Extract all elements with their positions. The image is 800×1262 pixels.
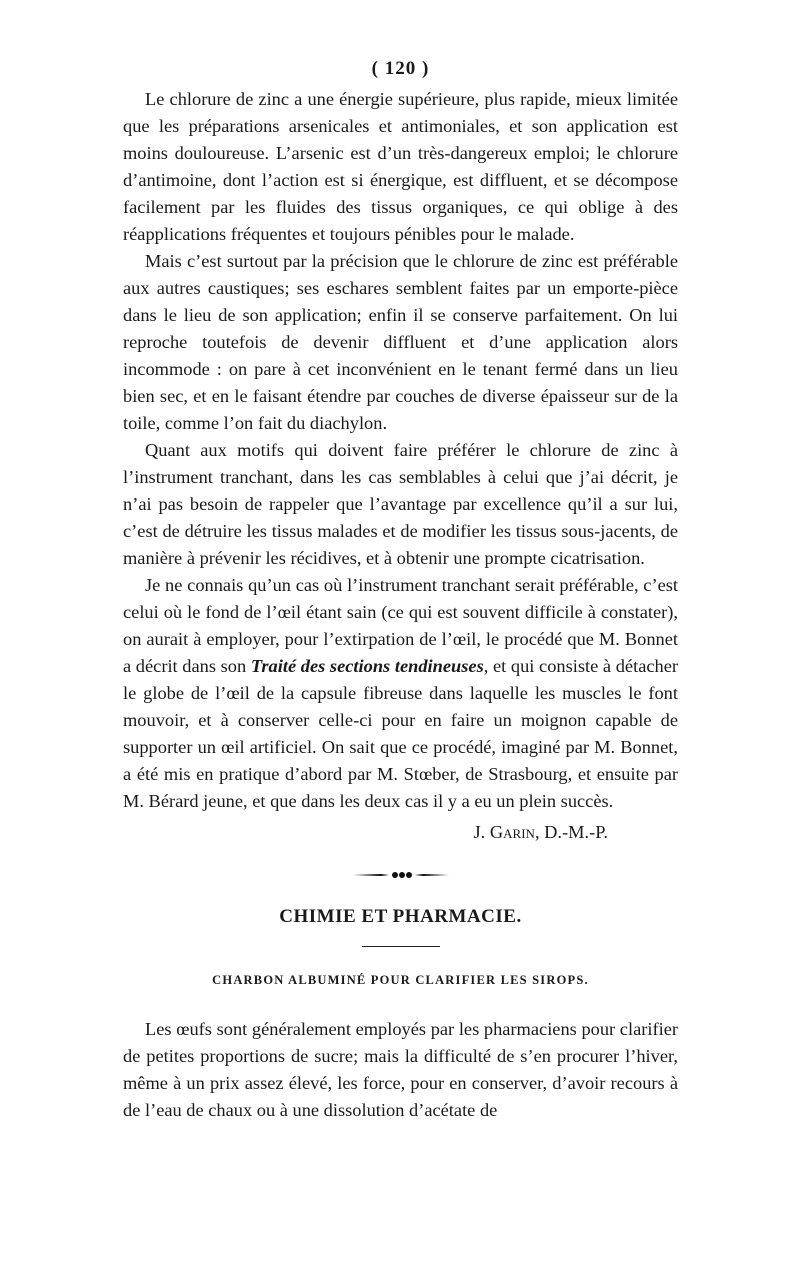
book-title: Traité des sections tendineuses	[250, 656, 484, 676]
paragraph-chlorure-zinc: Le chlorure de zinc a une énergie supérieure, plus rapide, mieux limitée que les préparations arsenicales et antimoniales, et son application est moins douloureuse. L’arsenic est d’un très-dangereux emploi; le chlorure d’antimoine, dont l’action est si énergique, est diffluent, et se décompose facilement par les fluides des tissus organiques, ce qui oblige à des réapplications fréquentes et toujours pénibles pour le malade.	[123, 89, 678, 244]
paragraph-motifs: Quant aux motifs qui doivent faire préférer le chlorure de zinc à l’instrument tranchant, dans les cas semblables à celui que j’ai décrit, je n’ai pas besoin de rappeler que l’avantage par excellence qu’il a sur lui, c’est de détruire les tissus malades et de modifier les tissus sous-jacents, de manière à prévenir les récidives, et à obtenir une prompte cicatrisation.	[123, 440, 678, 568]
signature-initial: J.	[473, 822, 486, 842]
ornament-icon	[351, 869, 451, 881]
paragraph-4-text-after: , et qui consiste à détacher le globe de l’œil de la capsule fibreuse dans laquelle les muscles le font mouvoir, et à conserver celle-ci pour en faire un moignon capable de supporter un œil artificiel. On sait que ce procédé, imaginé par M. Bonnet, a été mis en pratique d’abord par M. Stœber, de Strasbourg, et ensuite par M. Bérard jeune, et que dans les deux cas il y a eu un plein succès.	[123, 656, 678, 811]
section-rule	[362, 946, 440, 947]
page	[123, 58, 678, 1124]
section-divider-ornament	[123, 868, 678, 882]
paragraph-4-text-before: Je ne connais qu’un cas où l’instrument tranchant serait préférable, c’est celui où le fond de l’œil étant sain (ce qui est souvent difficile à constater), on aurait à employer, pour l’extirpation de l’œil, le procédé que M. Bonnet a décrit dans son	[123, 575, 678, 676]
signature-name: Garin	[489, 822, 535, 842]
paragraph-instrument-tranchant	[123, 572, 678, 815]
signature-suffix: , D.-M.-P.	[534, 822, 608, 842]
author-signature	[123, 819, 608, 846]
paragraph-charbon-albumine: Les œufs sont généralement employés par les pharmaciens pour clarifier de petites proportions de sucre; mais la difficulté de s’en procurer l’hiver, même à un prix assez élevé, les force, pour en conserver, d’avoir recours à de l’eau de chaux ou à une dissolution d’acétate de	[123, 1019, 678, 1120]
section-title: CHIMIE ET PHARMACIE.	[279, 906, 522, 927]
paragraph-precision: Mais c’est surtout par la précision que le chlorure de zinc est préférable aux autres caustiques; ses eschares semblent faites par un emporte-pièce dans le lieu de son application; enfin il se conserve parfaitement. On lui reproche toutefois de devenir diffluent et d’une application alors incommode : on pare à cet inconvénient en le tenant fermé dans un lieu bien sec, et en le faisant étendre par couches de diverse épaisseur sur de la toile, comme l’on fait du diachylon.	[123, 251, 678, 433]
subsection-title: CHARBON ALBUMINÉ POUR CLARIFIER LES SIROPS.	[212, 973, 589, 987]
page-number: ( 120 )	[371, 58, 430, 79]
